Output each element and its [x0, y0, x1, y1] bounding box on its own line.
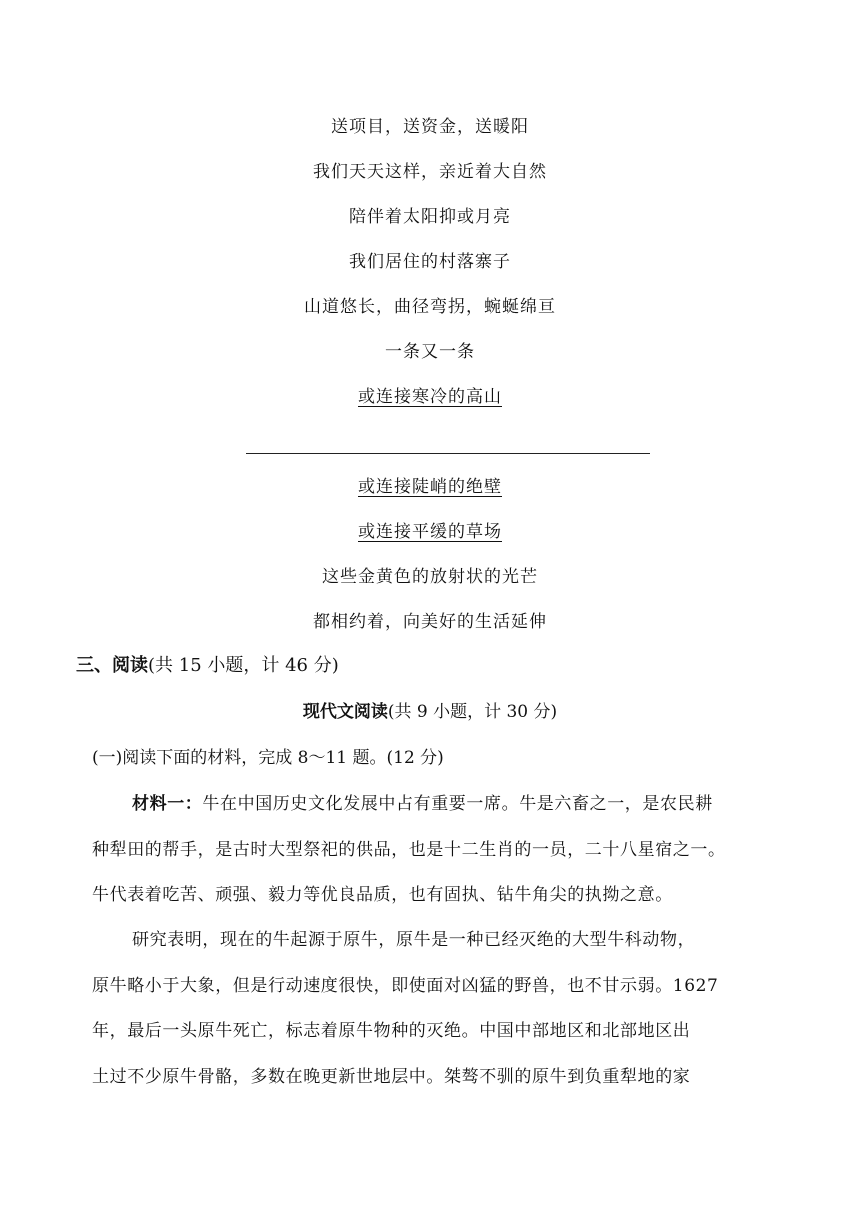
section-heading	[76, 651, 339, 681]
poem-line: 这些金黄色的放射状的光芒	[322, 567, 538, 587]
poem-line-underlined: 或连接陡峭的绝壁	[358, 477, 502, 497]
material-label: 材料一：	[132, 794, 203, 814]
poem-line-underlined: 或连接平缓的草场	[358, 522, 502, 542]
material-paragraph	[92, 918, 804, 1100]
fill-in-blank	[0, 425, 860, 470]
paragraph-line: 材料一：牛在中国历史文化发展中占有重要一席。牛是六畜之一，是农民耕	[132, 794, 713, 814]
poem-line: 送项目，送资金，送暖阳	[331, 117, 529, 137]
question-instruction: (一)阅读下面的材料，完成 8～11 题。(12 分)	[92, 748, 444, 768]
section-info: (共 15 小题，计 46 分)	[148, 655, 339, 676]
poem-line: 一条又一条	[385, 342, 475, 362]
subsection-heading	[0, 697, 860, 727]
poem-line: 都相约着，向美好的生活延伸	[313, 612, 547, 632]
subsection-title: 现代文阅读	[302, 702, 388, 722]
paragraph-line: 土过不少原牛骨骼，多数在晚更新世地层中。桀骜不驯的原牛到负重犁地的家	[92, 1066, 691, 1087]
paragraph-line: 种犁田的帮手，是古时大型祭祀的供品，也是十二生肖的一员，二十八星宿之一。	[92, 839, 726, 860]
subsection-info: (共 9 小题，计 30 分)	[387, 702, 558, 722]
poem-line: 陪伴着太阳抑或月亮	[349, 207, 511, 227]
paragraph-line: 研究表明，现在的牛起源于原牛，原牛是一种已经灭绝的大型牛科动物，	[132, 930, 696, 950]
poem-line: 我们居住的村落寨子	[349, 252, 511, 272]
paragraph-line: 年，最后一头原牛死亡，标志着原牛物种的灭绝。中国中部地区和北部地区出	[92, 1021, 691, 1041]
section-title: 三、阅读	[76, 655, 148, 676]
poem-line: 我们天天这样，亲近着大自然	[313, 162, 547, 182]
poem-line: 山道悠长，曲径弯拐，蜿蜒绵亘	[304, 297, 556, 317]
material-paragraph	[92, 782, 804, 919]
paragraph-line: 牛代表着吃苦、顽强、毅力等优良品质，也有固执、钻牛角尖的执拗之意。	[92, 885, 673, 905]
poem-line-underlined: 或连接寒冷的高山	[358, 387, 502, 407]
blank-rule	[246, 453, 650, 454]
poem-block	[0, 110, 860, 650]
paragraph-line: 原牛略小于大象，但是行动速度很快，即使面对凶猛的野兽，也不甘示弱。1627	[92, 975, 719, 996]
